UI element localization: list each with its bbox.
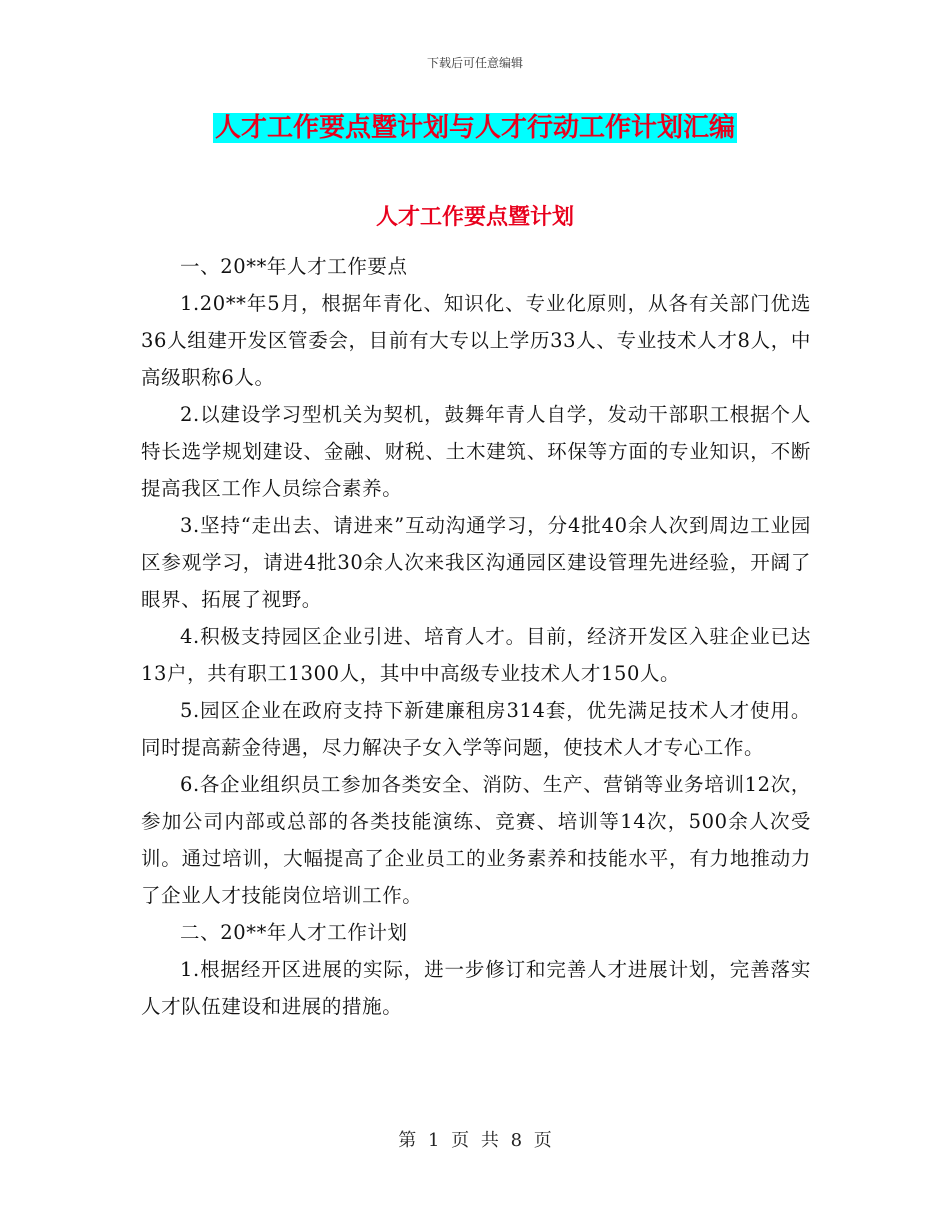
paragraph: 一、20**年人才工作要点 bbox=[180, 255, 408, 278]
document-title bbox=[0, 110, 950, 146]
page-number: 第 1 页 共 8 页 bbox=[398, 1130, 552, 1151]
paragraph: 6.各企业组织员工参加各类安全、消防、生产、营销等业务培训12次，参加公司内部或总部的各类技能演练、竞赛、培训等14次，500余人次受训。通过培训，大幅提高了企业员工的业务素养和技能水平，有力地推动力了企业人才技能岗位培训工作。 bbox=[141, 773, 811, 907]
paragraph: 2.以建设学习型机关为契机，鼓舞年青人自学，发动干部职工根据个人特长选学规划建设、金融、财税、土木建筑、环保等方面的专业知识，不断提高我区工作人员综合素养。 bbox=[141, 403, 811, 500]
paragraph: 二、20**年人才工作计划 bbox=[180, 921, 408, 944]
header-note: 下载后可任意编辑 bbox=[426, 56, 523, 70]
paragraph: 1.20**年5月，根据年青化、知识化、专业化原则，从各有关部门优选36人组建开发区管委会，目前有大专以上学历33人、专业技术人才8人，中高级职称6人。 bbox=[141, 292, 811, 389]
paragraph: 3.坚持“走出去、请进来”互动沟通学习，分4批40余人次到周边工业园区参观学习，请进4批30余人次来我区沟通园区建设管理先进经验，开阔了眼界、拓展了视野。 bbox=[141, 514, 811, 611]
document-title-text: 人才工作要点暨计划与人才行动工作计划汇编 bbox=[214, 113, 735, 143]
paragraph: 5.园区企业在政府支持下新建廉租房314套，优先满足技术人才使用。同时提高薪金待遇，尽力解决子女入学等问题，使技术人才专心工作。 bbox=[141, 699, 811, 759]
section-title: 人才工作要点暨计划 bbox=[375, 204, 574, 230]
document-body bbox=[141, 248, 811, 1025]
paragraph: 1.根据经开区进展的实际，进一步修订和完善人才进展计划，完善落实人才队伍建设和进展的措施。 bbox=[141, 958, 811, 1018]
paragraph: 4.积极支持园区企业引进、培育人才。目前，经济开发区入驻企业已达13户，共有职工1300人，其中中高级专业技术人才150人。 bbox=[141, 625, 811, 685]
